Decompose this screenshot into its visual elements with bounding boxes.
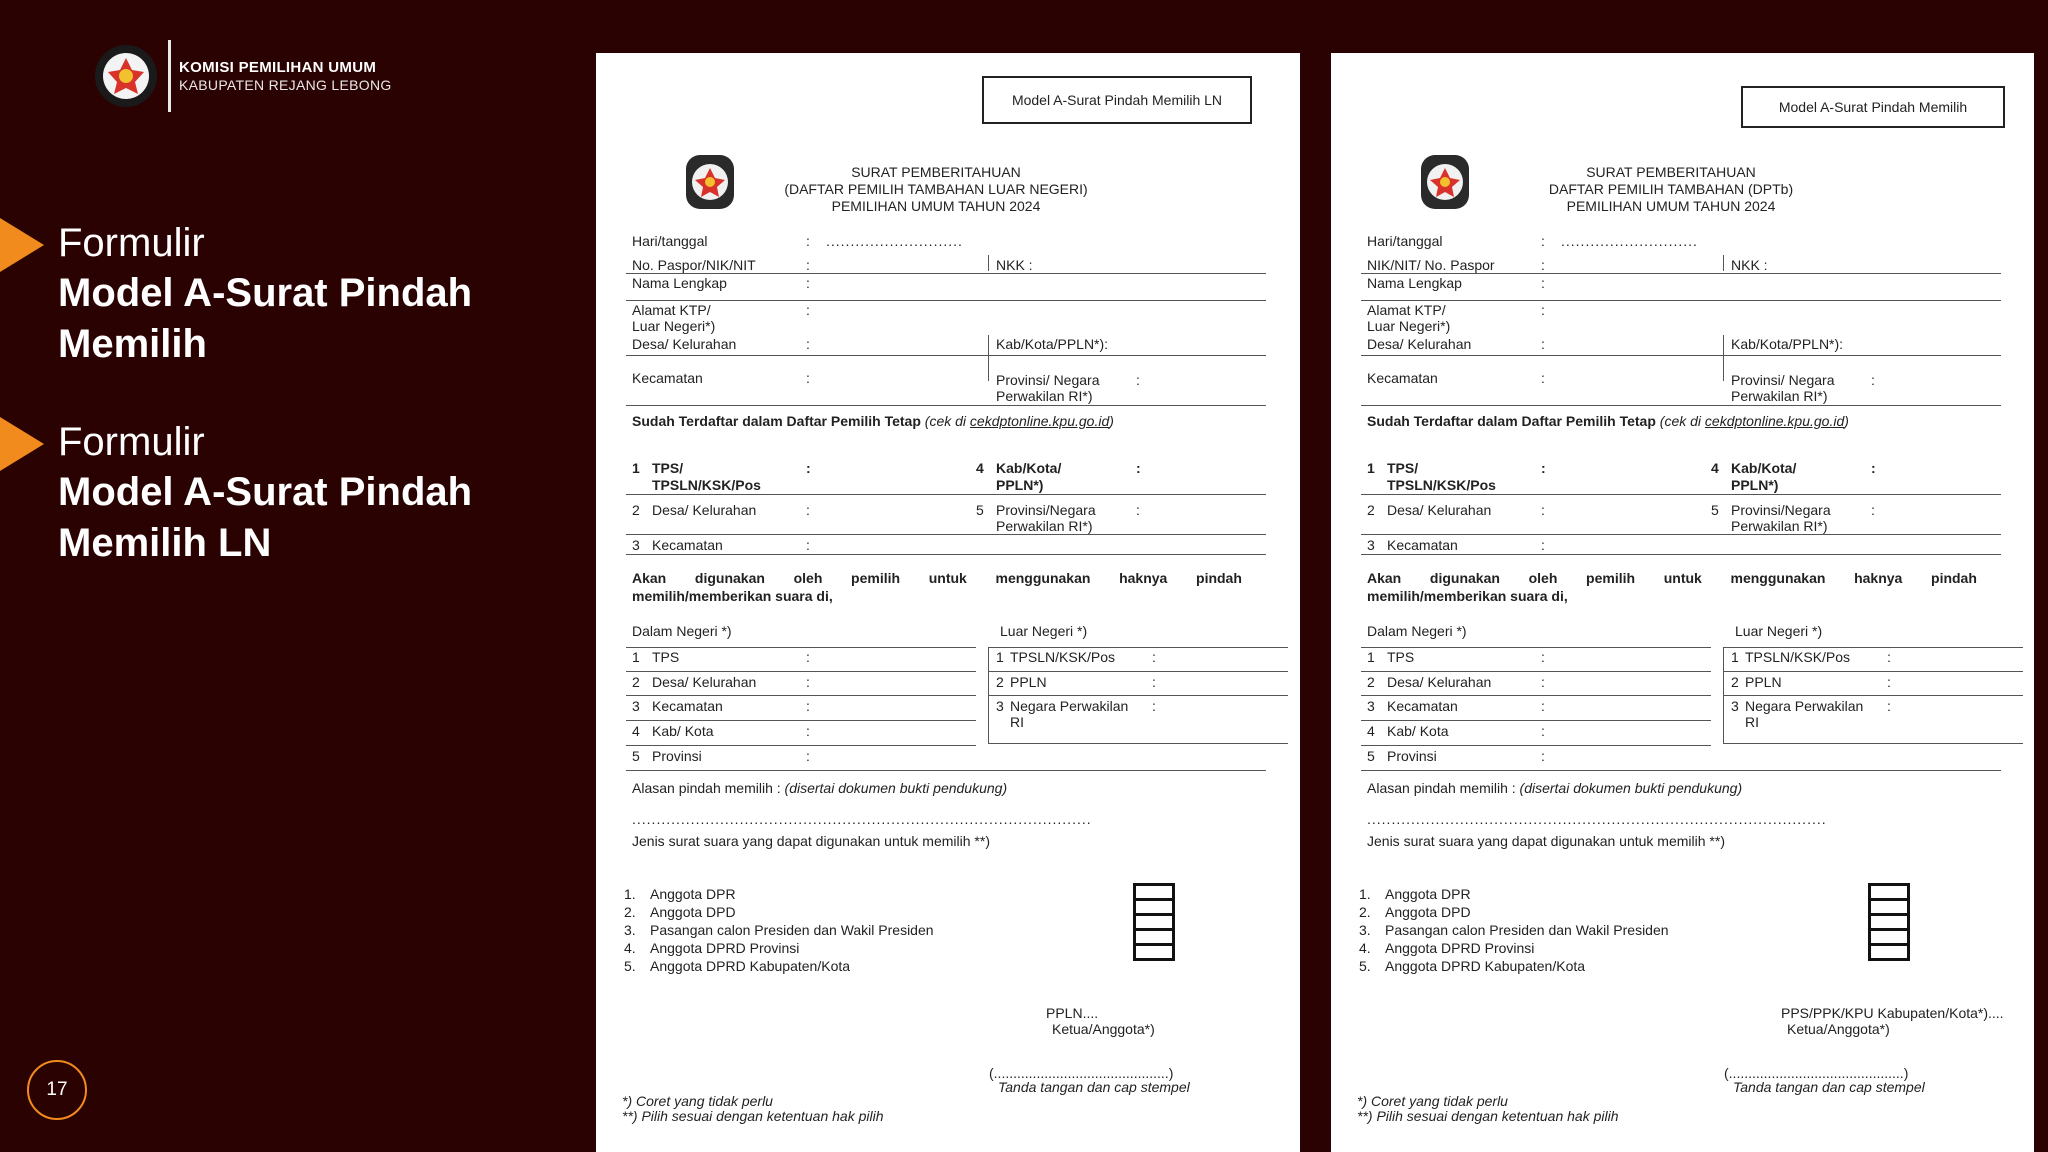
hari-tanggal-dots: ............................ — [1561, 233, 1698, 249]
alasan-line: Alasan pindah memilih : (disertai dokumen bukti pendukung) — [632, 780, 1008, 796]
colon: : — [1152, 674, 1156, 690]
sign-title: Ketua/Anggota*) — [1787, 1021, 1890, 1037]
colon: : — [806, 502, 810, 518]
colon: : — [806, 698, 810, 714]
dalam-negeri-label: Dalam Negeri *) — [1367, 623, 1467, 639]
ballot-dprd-prov: Anggota DPRD Provinsi — [1385, 940, 1535, 956]
colon: : — [1541, 698, 1545, 714]
dn-provinsi-label: Provinsi — [1387, 748, 1437, 764]
colon: : — [806, 748, 810, 764]
bullet-2-title: Model A-Surat Pindah Memilih LN — [58, 470, 473, 565]
sign-title: Ketua/Anggota*) — [1052, 1021, 1155, 1037]
colon: : — [1152, 698, 1156, 714]
kab-label: Kab/Kota/PPLN*): — [1731, 336, 1844, 352]
colon: : — [1541, 275, 1545, 291]
form-a-surat-pindah-memilih-ln: Model A-Surat Pindah Memilih LN SURAT PEMBERITAHUAN (DAFTAR PEMILIH TAMBAHAN LUAR NEGERI) PEMILIHAN UMUM TAHUN 2024 Hari/tanggal : ............................ No. Paspor/NIK/NIT : NKK : Nama Lengkap : Alamat KTP/ : Luar Negeri*) Desa/ Kelurahan : Kab/Kota/PPLN*): Kecamatan : Provinsi/ Negara : Perwakilan RI*) Sudah Terdaftar dalam Daftar Pemilih Tetap (cek di cekdptonline.kpu.go.id) 1 TPS/ TPSLN/KSK/Pos : 4 Kab/Kota/ PPLN*) : 2 Desa/ Kelurahan : 5 Provinsi/Negara Perwakilan RI*) : 3 Kecamatan : Akan digunakan oleh pemilih untuk menggunakan haknya pindah memilih/memberikan suara di, Dalam Negeri *) Luar Negeri *) 1 TPS : 2 Desa/ Kelurahan : 3 Kecamatan : 4 Kab/ Kota : 5 Provinsi : 1 TPSLN/KSK/Pos : 2 PPLN : 3 Negara Perwakilan RI : Alasan pindah memilih : (disertai dokumen bukti pendukung) .............................................................................................. Jenis surat suara yang dapat digunakan untuk memilih **) 1. Anggota DPR 2. Anggota DPD 3. Pasangan calon Presiden dan Wakil Presiden 4. Anggota DPRD Provinsi 5. Anggota DPRD Kabupaten/Kota PPLN.... Ketua/Anggota*) (.............................................) Tanda tangan dan cap stempel *) Coret yang tidak perlu **) Pilih sesuai dengan ketentuan hak pilih — [596, 53, 1300, 1152]
colon: : — [1136, 372, 1140, 388]
terdaftar-line: Sudah Terdaftar dalam Daftar Pemilih Tetap (cek di cekdptonline.kpu.go.id) — [632, 413, 1114, 429]
luar-negeri-label: Luar Negeri *) — [1000, 623, 1088, 639]
terdaftar-line: Sudah Terdaftar dalam Daftar Pemilih Tetap (cek di cekdptonline.kpu.go.id) — [1367, 413, 1849, 429]
ln-negara-label: Negara Perwakilan — [1010, 698, 1129, 714]
provinsi-label-2: Perwakilan RI*) — [996, 388, 1093, 404]
tps-label-1: TPS/ — [1387, 460, 1419, 476]
kecamatan-label: Kecamatan — [632, 370, 703, 386]
desa2-label: Desa/ Kelurahan — [1387, 502, 1492, 518]
luar-negeri-label: Luar Negeri *) — [1735, 623, 1823, 639]
ballot-presiden: Pasangan calon Presiden dan Wakil Presiden — [650, 922, 934, 938]
kab-label: Kab/Kota/PPLN*): — [996, 336, 1109, 352]
colon: : — [1541, 460, 1546, 476]
ln-negara-label: Negara Perwakilan — [1745, 698, 1864, 714]
dn-kabkota-label: Kab/ Kota — [652, 723, 714, 739]
ballot-dpd: Anggota DPD — [1385, 904, 1471, 920]
colon: : — [1871, 460, 1876, 476]
model-label: Model A-Surat Pindah Memilih — [1741, 86, 2005, 128]
colon: : — [1887, 698, 1891, 714]
ballot-dpr: Anggota DPR — [650, 886, 736, 902]
kpu-seal-icon — [1419, 153, 1471, 211]
prov2-label-1: Provinsi/Negara — [1731, 502, 1831, 518]
ballot-dpd: Anggota DPD — [650, 904, 736, 920]
dn-kecamatan-label: Kecamatan — [1387, 698, 1458, 714]
ballot-dpr: Anggota DPR — [1385, 886, 1471, 902]
prov2-label-1: Provinsi/Negara — [996, 502, 1096, 518]
ballot-presiden: Pasangan calon Presiden dan Wakil Presiden — [1385, 922, 1669, 938]
dn-provinsi-label: Provinsi — [652, 748, 702, 764]
colon: : — [806, 723, 810, 739]
ln-negara-label-2: RI — [1010, 714, 1024, 730]
sign-role: PPS/PPK/KPU Kabupaten/Kota*).... — [1781, 1005, 2004, 1021]
kec2-label: Kecamatan — [1387, 537, 1458, 553]
colon: : — [1541, 674, 1545, 690]
ln-negara-label-2: RI — [1745, 714, 1759, 730]
arrow-right-icon — [0, 417, 44, 471]
org-region: KABUPATEN REJANG LEBONG — [179, 76, 392, 93]
colon: : — [1541, 537, 1545, 553]
colon: : — [1136, 460, 1141, 476]
footnote-1: *) Coret yang tidak perlu — [1357, 1093, 1508, 1109]
desa-label: Desa/ Kelurahan — [632, 336, 737, 352]
header-divider — [168, 40, 171, 112]
ballot-checkboxes — [1133, 886, 1175, 961]
hari-tanggal-label: Hari/tanggal — [1367, 233, 1443, 249]
arrow-right-icon — [0, 218, 44, 272]
kec2-label: Kecamatan — [652, 537, 723, 553]
provinsi-label-1: Provinsi/ Negara — [996, 372, 1100, 388]
header — [94, 36, 392, 116]
ballot-dprd-kab: Anggota DPRD Kabupaten/Kota — [650, 958, 851, 974]
colon: : — [1541, 502, 1545, 518]
ballot-dprd-prov: Anggota DPRD Provinsi — [650, 940, 800, 956]
colon: : — [806, 336, 810, 352]
sign-dots: (.............................................) — [989, 1065, 1174, 1081]
ln-tpsln-label: TPSLN/KSK/Pos — [1010, 649, 1116, 665]
colon: : — [1541, 302, 1545, 318]
colon: : — [1541, 233, 1545, 249]
kabkota-label-1: Kab/Kota/ — [996, 460, 1062, 476]
jenis-line: Jenis surat suara yang dapat digunakan untuk memilih **) — [632, 833, 990, 849]
colon: : — [806, 649, 810, 665]
colon: : — [1887, 674, 1891, 690]
colon: : — [806, 460, 811, 476]
tps-label-2: TPSLN/KSK/Pos — [652, 477, 761, 493]
colon: : — [1541, 649, 1545, 665]
akan-line-2: memilih/memberikan suara di, — [632, 588, 833, 604]
form-title: SURAT PEMBERITAHUAN (DAFTAR PEMILIH TAMBAHAN LUAR NEGERI) PEMILIHAN UMUM TAHUN 2024 — [784, 164, 1088, 214]
akan-line-1: Akan digunakan oleh pemilih untuk menggunakan haknya pindah — [632, 570, 1242, 586]
dalam-negeri-label: Dalam Negeri *) — [632, 623, 732, 639]
dn-kabkota-label: Kab/ Kota — [1387, 723, 1449, 739]
sign-role: PPLN.... — [1046, 1005, 1099, 1021]
provinsi-label-2: Perwakilan RI*) — [1731, 388, 1828, 404]
akan-line-1: Akan digunakan oleh pemilih untuk menggunakan haknya pindah — [1367, 570, 1977, 586]
jenis-line: Jenis surat suara yang dapat digunakan untuk memilih **) — [1367, 833, 1725, 849]
colon: : — [1152, 649, 1156, 665]
nkk-label: NKK : — [996, 257, 1033, 273]
colon: : — [806, 233, 810, 249]
colon: : — [806, 370, 810, 386]
colon: : — [1871, 502, 1875, 518]
desa-label: Desa/ Kelurahan — [1367, 336, 1472, 352]
colon: : — [1541, 257, 1545, 273]
alasan-line: Alasan pindah memilih : (disertai dokumen bukti pendukung) — [1367, 780, 1743, 796]
kpu-seal-icon — [684, 153, 736, 211]
kabkota-label-2: PPLN*) — [996, 477, 1044, 493]
id-label: NIK/NIT/ No. Paspor — [1367, 257, 1495, 273]
alamat-label-2: Luar Negeri*) — [632, 318, 716, 334]
ln-ppln-label: PPLN — [1745, 674, 1782, 690]
ln-ppln-label: PPLN — [1010, 674, 1047, 690]
colon: : — [1871, 372, 1875, 388]
colon: : — [806, 275, 810, 291]
colon: : — [1541, 336, 1545, 352]
sign-label: Tanda tangan dan cap stempel — [1733, 1079, 1925, 1095]
sign-dots: (.............................................) — [1724, 1065, 1909, 1081]
ballot-checkboxes — [1868, 886, 1910, 961]
form-a-surat-pindah-memilih: Model A-Surat Pindah Memilih SURAT PEMBERITAHUAN DAFTAR PEMILIH TAMBAHAN (DPTb) PEMILIHAN UMUM TAHUN 2024 Hari/tanggal : ............................ NIK/NIT/ No. Paspor : NKK : Nama Lengkap : Alamat KTP/ : Luar Negeri*) Desa/ Kelurahan : Kab/Kota/PPLN*): Kecamatan : Provinsi/ Negara : Perwakilan RI*) Sudah Terdaftar dalam Daftar Pemilih Tetap (cek di cekdptonline.kpu.go.id) 1 TPS/ TPSLN/KSK/Pos : 4 Kab/Kota/ PPLN*) : 2 Desa/ Kelurahan : 5 Provinsi/Negara Perwakilan RI*) : 3 Kecamatan : Akan digunakan oleh pemilih untuk menggunakan haknya pindah memilih/memberikan suara di, Dalam Negeri *) Luar Negeri *) 1 TPS : 2 Desa/ Kelurahan : 3 Kecamatan : 4 Kab/ Kota : 5 Provinsi : 1 TPSLN/KSK/Pos : 2 PPLN : 3 Negara Perwakilan RI : Alasan pindah memilih : (disertai dokumen bukti pendukung) .............................................................................................. Jenis surat suara yang dapat digunakan untuk memilih **) 1. Anggota DPR 2. Anggota DPD 3. Pasangan calon Presiden dan Wakil Presiden 4. Anggota DPRD Provinsi 5. Anggota DPRD Kabupaten/Kota PPS/PPK/KPU Kabupaten/Kota*).... Ketua/Anggota*) (.............................................) Tanda tangan dan cap stempel *) Coret yang tidak perlu **) Pilih sesuai dengan ketentuan hak pilih — [1331, 53, 2034, 1152]
alasan-dots: .............................................................................................. — [1367, 811, 1827, 827]
hari-tanggal-dots: ............................ — [826, 233, 963, 249]
dn-desa-label: Desa/ Kelurahan — [652, 674, 757, 690]
alasan-dots: .............................................................................................. — [632, 811, 1092, 827]
kecamatan-label: Kecamatan — [1367, 370, 1438, 386]
id-label: No. Paspor/NIK/NIT — [632, 257, 756, 273]
colon: : — [806, 257, 810, 273]
alamat-label-1: Alamat KTP/ — [1367, 302, 1446, 318]
nama-label: Nama Lengkap — [632, 275, 727, 291]
colon: : — [1541, 723, 1545, 739]
colon: : — [1887, 649, 1891, 665]
org-name: KOMISI PEMILIHAN UMUM — [179, 58, 377, 76]
tps-label-2: TPSLN/KSK/Pos — [1387, 477, 1496, 493]
desa2-label: Desa/ Kelurahan — [652, 502, 757, 518]
bullet-2-label: Formulir — [58, 420, 205, 464]
dn-tps-label: TPS — [1387, 649, 1415, 665]
kpu-seal-icon — [94, 36, 158, 116]
colon: : — [1136, 502, 1140, 518]
colon: : — [806, 537, 810, 553]
nama-label: Nama Lengkap — [1367, 275, 1462, 291]
colon: : — [1541, 748, 1545, 764]
alamat-label-1: Alamat KTP/ — [632, 302, 711, 318]
ballot-dprd-kab: Anggota DPRD Kabupaten/Kota — [1385, 958, 1586, 974]
dn-desa-label: Desa/ Kelurahan — [1387, 674, 1492, 690]
akan-line-2: memilih/memberikan suara di, — [1367, 588, 1568, 604]
bullet-1-label: Formulir — [58, 221, 205, 265]
colon: : — [1541, 370, 1545, 386]
dn-kecamatan-label: Kecamatan — [652, 698, 723, 714]
sign-label: Tanda tangan dan cap stempel — [998, 1079, 1190, 1095]
ballot-checkbox[interactable] — [1868, 943, 1910, 961]
ln-tpsln-label: TPSLN/KSK/Pos — [1745, 649, 1851, 665]
page-number: 17 — [27, 1060, 87, 1120]
kabkota-label-1: Kab/Kota/ — [1731, 460, 1797, 476]
dn-tps-label: TPS — [652, 649, 680, 665]
kabkota-label-2: PPLN*) — [1731, 477, 1779, 493]
hari-tanggal-label: Hari/tanggal — [632, 233, 708, 249]
prov2-label-2: Perwakilan RI*) — [1731, 518, 1828, 534]
prov2-label-2: Perwakilan RI*) — [996, 518, 1093, 534]
tps-label-1: TPS/ — [652, 460, 684, 476]
footnote-2: **) Pilih sesuai dengan ketentuan hak pilih — [1357, 1108, 1619, 1124]
model-label: Model A-Surat Pindah Memilih LN — [982, 76, 1252, 124]
header-text — [179, 59, 392, 94]
footnote-1: *) Coret yang tidak perlu — [622, 1093, 773, 1109]
nkk-label: NKK : — [1731, 257, 1768, 273]
provinsi-label-1: Provinsi/ Negara — [1731, 372, 1835, 388]
form-title: SURAT PEMBERITAHUAN DAFTAR PEMILIH TAMBAHAN (DPTb) PEMILIHAN UMUM TAHUN 2024 — [1548, 164, 1794, 214]
footnote-2: **) Pilih sesuai dengan ketentuan hak pilih — [622, 1108, 884, 1124]
bullet-1-title: Model A-Surat Pindah Memilih — [58, 271, 473, 366]
alamat-label-2: Luar Negeri*) — [1367, 318, 1451, 334]
colon: : — [806, 302, 810, 318]
ballot-checkbox[interactable] — [1133, 943, 1175, 961]
colon: : — [806, 674, 810, 690]
